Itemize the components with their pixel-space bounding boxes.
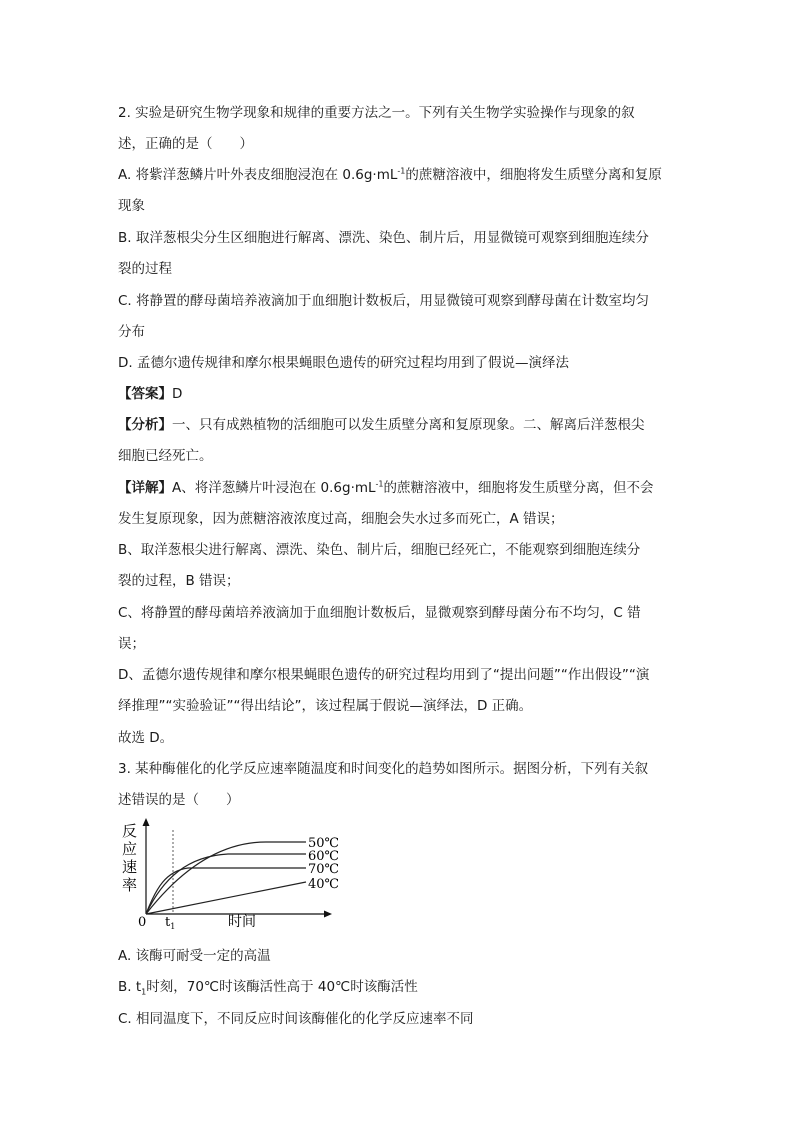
q2-stem-line-1: 2. 实验是研究生物学现象和规律的重要方法之一。下列有关生物学实验操作与现象的叙 [118,105,635,121]
q2-analysis-line-1: 【分析】一、只有成熟植物的活细胞可以发生质壁分离和复原现象。二、解离后洋葱根尖 [118,417,645,433]
series-label-70c: 70℃ [308,862,338,877]
q2-analysis-line-2: 细胞已经死亡。 [118,448,213,464]
y-axis-label-char: 反 [122,822,138,840]
q2-option-b-line-1: B. 取洋葱根尖分生区细胞进行解离、漂洗、染色、制片后，用显微镜可观察到细胞连续分 [118,230,649,246]
detail-label: 【详解】 [118,480,172,496]
y-axis-label-char: 率 [122,876,138,894]
q2-detail-line-5: C、将静置的酵母菌培养液滴加于血细胞计数板后，显微观察到酵母菌分布不均匀，C 错 [118,605,641,621]
superscript: -1 [397,166,406,176]
q2-option-b-line-2: 裂的过程 [118,261,172,277]
q2-option-c-line-1: C. 将静置的酵母菌培养液滴加于血细胞计数板后，用显微镜可观察到酵母菌在计数室均匀 [118,293,650,309]
q2-option-d-line-1: D. 孟德尔遗传规律和摩尔根果蝇眼色遗传的研究过程均用到了假说—演绎法 [118,355,569,371]
superscript: -1 [375,479,384,489]
q2-conclusion: 故选 D。 [118,730,174,746]
analysis-label: 【分析】 [118,417,172,433]
q2-detail-line-6: 误； [118,636,145,652]
series-label-40c: 40℃ [308,877,338,892]
y-axis-label-char: 应 [122,840,138,858]
q2-option-a-line-2: 现象 [118,198,145,214]
answer-label: 【答案】 [118,386,172,402]
reaction-rate-chart [118,818,338,930]
q3-stem-line-1: 3. 某种酶催化的化学反应速率随温度和时间变化的趋势如图所示。据图分析，下列有关叙 [118,761,649,777]
origin-label: 0 [138,915,147,930]
x-axis-arrow [324,911,332,918]
series-line-60c [146,854,306,914]
q2-option-c-line-2: 分布 [118,324,145,340]
q2-detail-line-3: B、取洋葱根尖进行解离、漂洗、染色、制片后，细胞已经死亡，不能观察到细胞连续分 [118,542,641,558]
q2-detail-line-7: D、孟德尔遗传规律和摩尔根果蝇眼色遗传的研究过程均用到了“提出问题”“作出假设”“演 [118,667,650,683]
q2-answer [118,384,678,404]
q3-option-c: C. 相同温度下，不同反应时间该酶催化的化学反应速率不同 [118,1011,474,1027]
chart-svg [118,818,338,930]
q2-detail-line-8: 绎推理”“实验验证”“得出结论”，该过程属于假说—演绎法，D 正确。 [118,698,533,714]
answer-value: D [172,386,183,402]
q2-detail-line-2: 发生复原现象，因为蔗糖溶液浓度过高，细胞会失水过多而死亡，A 错误； [118,511,564,527]
q3-option-a: A. 该酶可耐受一定的高温 [118,948,271,964]
q2-stem-line-2: 述，正确的是（ ） [118,136,253,152]
subscript: 1 [141,987,147,997]
x-axis-label: 时间 [228,914,256,930]
y-axis-label-char: 速 [122,858,138,876]
series-label-60c: 60℃ [308,849,338,864]
q3-option-b: B. $t_1$时刻，70℃时该酶活性高于 40℃时该酶活性 [118,979,418,997]
y-axis-arrow [143,818,150,826]
series-label-50c: 50℃ [308,836,338,851]
q2-detail-line-4: 裂的过程，B 错误； [118,573,240,589]
q2-detail-line-1: 【详解】A、将洋葱鳞片叶浸泡在 $0.6g\cdot mL^{-1}$的蔗糖溶液中，细胞将发生质壁分离，但不会 [118,479,654,496]
series-line-70c [146,868,306,914]
q3-stem-line-2: 述错误的是（ ） [118,792,240,808]
q2-option-a-line-1: A. 将紫洋葱鳞片叶外表皮细胞浸泡在 $0.6g\cdot mL^{-1}$的蔗糖溶液中，细胞将发生质壁分离和复原 [118,166,662,183]
t1-label: $t_1$ [165,915,176,930]
